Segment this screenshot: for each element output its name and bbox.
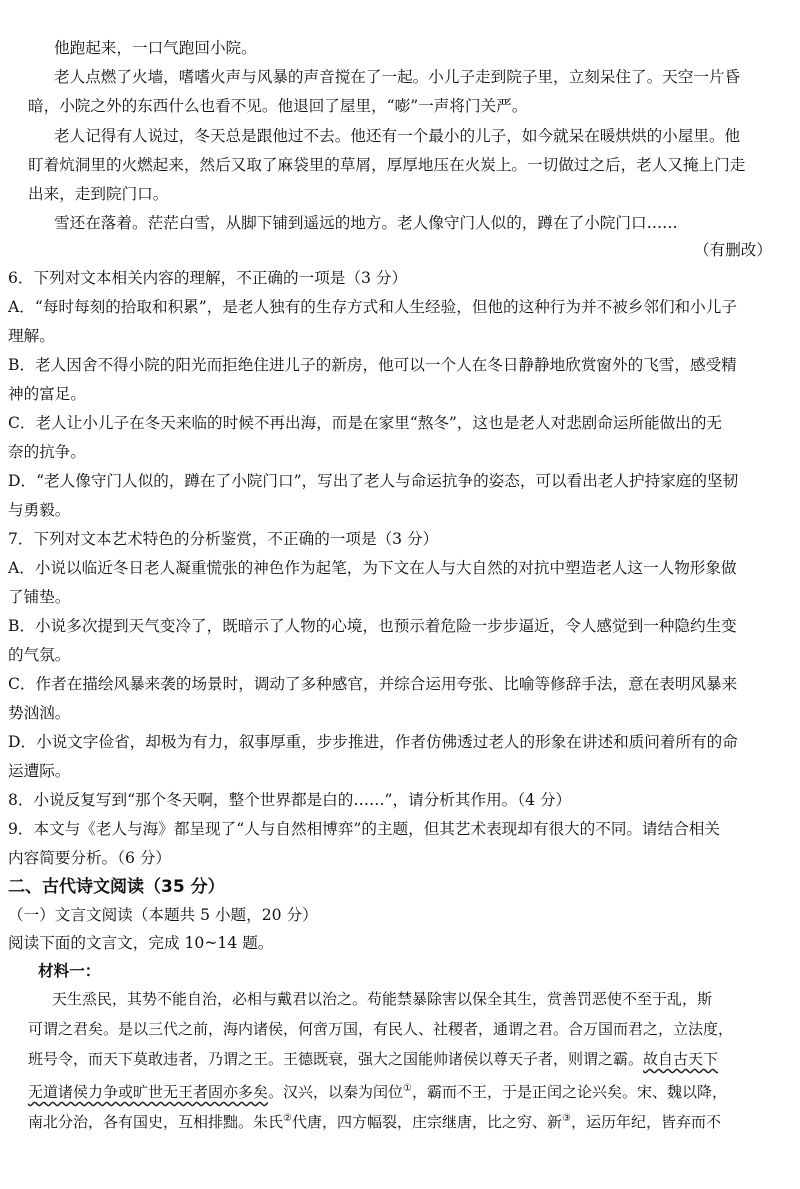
question-6-stem: 6．下列对文本相关内容的理解，不正确的一项是（3 分）: [8, 269, 408, 287]
question-7-stem: 7．下列对文本艺术特色的分析鉴赏，不正确的一项是（3 分）: [8, 530, 439, 548]
abridged-note: （有删改）: [694, 241, 772, 259]
question-6-option-b-line-1: B．老人因舍不得小院的阳光而拒绝住进儿子的新房，他可以一个人在冬日静静地欣赏窗外的飞雪，感受精: [8, 356, 737, 374]
material-1-line-1: 天生烝民，其势不能自治，必相与戴君以治之。苟能禁暴除害以保全其生，赏善罚恶使不至于乱，斯: [52, 990, 713, 1008]
question-7-option-a-line-2: 了铺垫。: [8, 588, 71, 606]
question-7-option-b-line-2: 的气氛。: [8, 646, 71, 664]
story-paragraph-3-line-2: 盯着炕洞里的火燃起来，然后又取了麻袋里的草屑，厚厚地压在火炭上。一切做过之后，老人又掩上门走: [28, 156, 746, 174]
material-1-line-4: [28, 1079, 727, 1102]
footnote-marker-3: ③: [562, 1113, 571, 1124]
question-6-option-d-line-2: 与勇毅。: [8, 501, 71, 519]
material-1-line-5: [28, 1109, 721, 1132]
story-paragraph-1: 他跑起来，一口气跑回小院。: [54, 39, 257, 57]
question-7-option-c-line-1: C．作者在描绘风暴来袭的场景时，调动了多种感官，并综合运用夸张、比喻等修辞手法，意在表明风暴来: [8, 675, 738, 693]
question-9-line-2: 内容简要分析。（6 分）: [8, 849, 172, 867]
question-7-option-a-line-1: A．小说以临近冬日老人凝重慌张的神色作为起笔，为下文在人与大自然的对抗中塑造老人这一人物形象做: [8, 559, 737, 577]
material-1-line-3: [28, 1049, 718, 1069]
question-6-option-c-line-2: 奈的抗争。: [8, 443, 86, 461]
story-paragraph-2-line-1: 老人点燃了火墙，嗜嗜火声与风暴的声音搅在了一起。小儿子走到院子里，立刻呆住了。天空一片昏: [54, 68, 741, 86]
material-1-line-5-text: 南北分治，各有国史，互相排黜。朱氏: [28, 1113, 284, 1131]
story-paragraph-4: 雪还在落着。茫茫白雪，从脚下铺到遥远的地方。老人像守门人似的，蹲在了小院门口……: [54, 214, 678, 232]
footnote-marker-2: ②: [283, 1113, 292, 1124]
story-paragraph-3-line-3: 出来，走到院门口。: [28, 185, 169, 203]
footnote-marker-1: ①: [403, 1083, 412, 1094]
material-1-line-3-text: 班号令，而天下莫敢违者，乃谓之王。王德既衰，强大之国能帅诸侯以尊天子者，则谓之霸。: [28, 1050, 644, 1068]
wavy-underlined-phrase-end: 无道诸侯力争或旷世无王者固亦多矣: [28, 1083, 269, 1101]
section-2-subtitle: （一）文言文阅读（本题共 5 小题，20 分）: [8, 906, 318, 924]
story-paragraph-2-line-2: 暗，小院之外的东西什么也看不见。他退回了屋里，“嘭”一声将门关严。: [28, 97, 528, 115]
question-6-option-b-line-2: 神的富足。: [8, 385, 86, 403]
material-1-line-5-mid: 代唐，四方幅裂，庄宗继唐，比之穷、新: [291, 1113, 562, 1131]
question-6-option-d-line-1: D．“老人像守门人似的，蹲在了小院门口”，写出了老人与命运抗争的姿态，可以看出老人护持家庭的坚韧: [8, 472, 739, 490]
material-1-line-2: 可谓之君矣。是以三代之前，海内诸侯，何啻万国，有民人、社稷者，通谓之君。合万国而君之，立法度，: [28, 1020, 734, 1038]
question-7-option-c-line-2: 势汹汹。: [8, 704, 71, 722]
section-2-title: 二、古代诗文阅读（35 分）: [8, 877, 225, 897]
question-6-option-a-line-1: A．“每时每刻的拾取和积累”，是老人独有的生存方式和人生经验，但他的这种行为并不被乡邻们和小儿子: [8, 298, 737, 316]
material-1-line-4-tail: ，霸而不王，于是正闰之论兴矣。宋、魏以降，: [412, 1083, 728, 1101]
question-8: 8．小说反复写到“那个冬天啊，整个世界都是白的……”，请分析其作用。（4 分）: [8, 791, 572, 809]
question-7-option-d-line-2: 运遭际。: [8, 762, 71, 780]
material-1-label: 材料一：: [38, 961, 101, 980]
reading-instruction: 阅读下面的文言文，完成 10~14 题。: [8, 934, 274, 952]
question-6-option-c-line-1: C．老人让小儿子在冬天来临的时候不再出海，而是在家里“熬冬”，这也是老人对悲剧命运所能做出的无: [8, 414, 723, 432]
question-7-option-b-line-1: B．小说多次提到天气变冷了，既暗示了人物的心境，也预示着危险一步步逼近，令人感觉到一种隐约生变: [8, 617, 737, 635]
question-7-option-d-line-1: D．小说文字俭省，却极为有力，叙事厚重，步步推进，作者仿佛透过老人的形象在讲述和质问着所有的命: [8, 733, 738, 751]
question-9-line-1: 9．本文与《老人与海》都呈现了“人与自然相博弈”的主题，但其艺术表现却有很大的不同。请结合相关: [8, 820, 720, 838]
wavy-underlined-phrase-start: 故自古天下: [643, 1050, 719, 1068]
story-paragraph-3-line-1: 老人记得有人说过，冬天总是跟他过不去。他还有一个最小的儿子，如今就呆在暖烘烘的小屋里。他: [54, 127, 741, 145]
material-1-line-4-text: 。汉兴，以秦为闰位: [268, 1083, 404, 1101]
material-1-line-5-tail: ，运历年纪，皆弃而不: [570, 1113, 721, 1131]
question-6-option-a-line-2: 理解。: [8, 327, 55, 345]
